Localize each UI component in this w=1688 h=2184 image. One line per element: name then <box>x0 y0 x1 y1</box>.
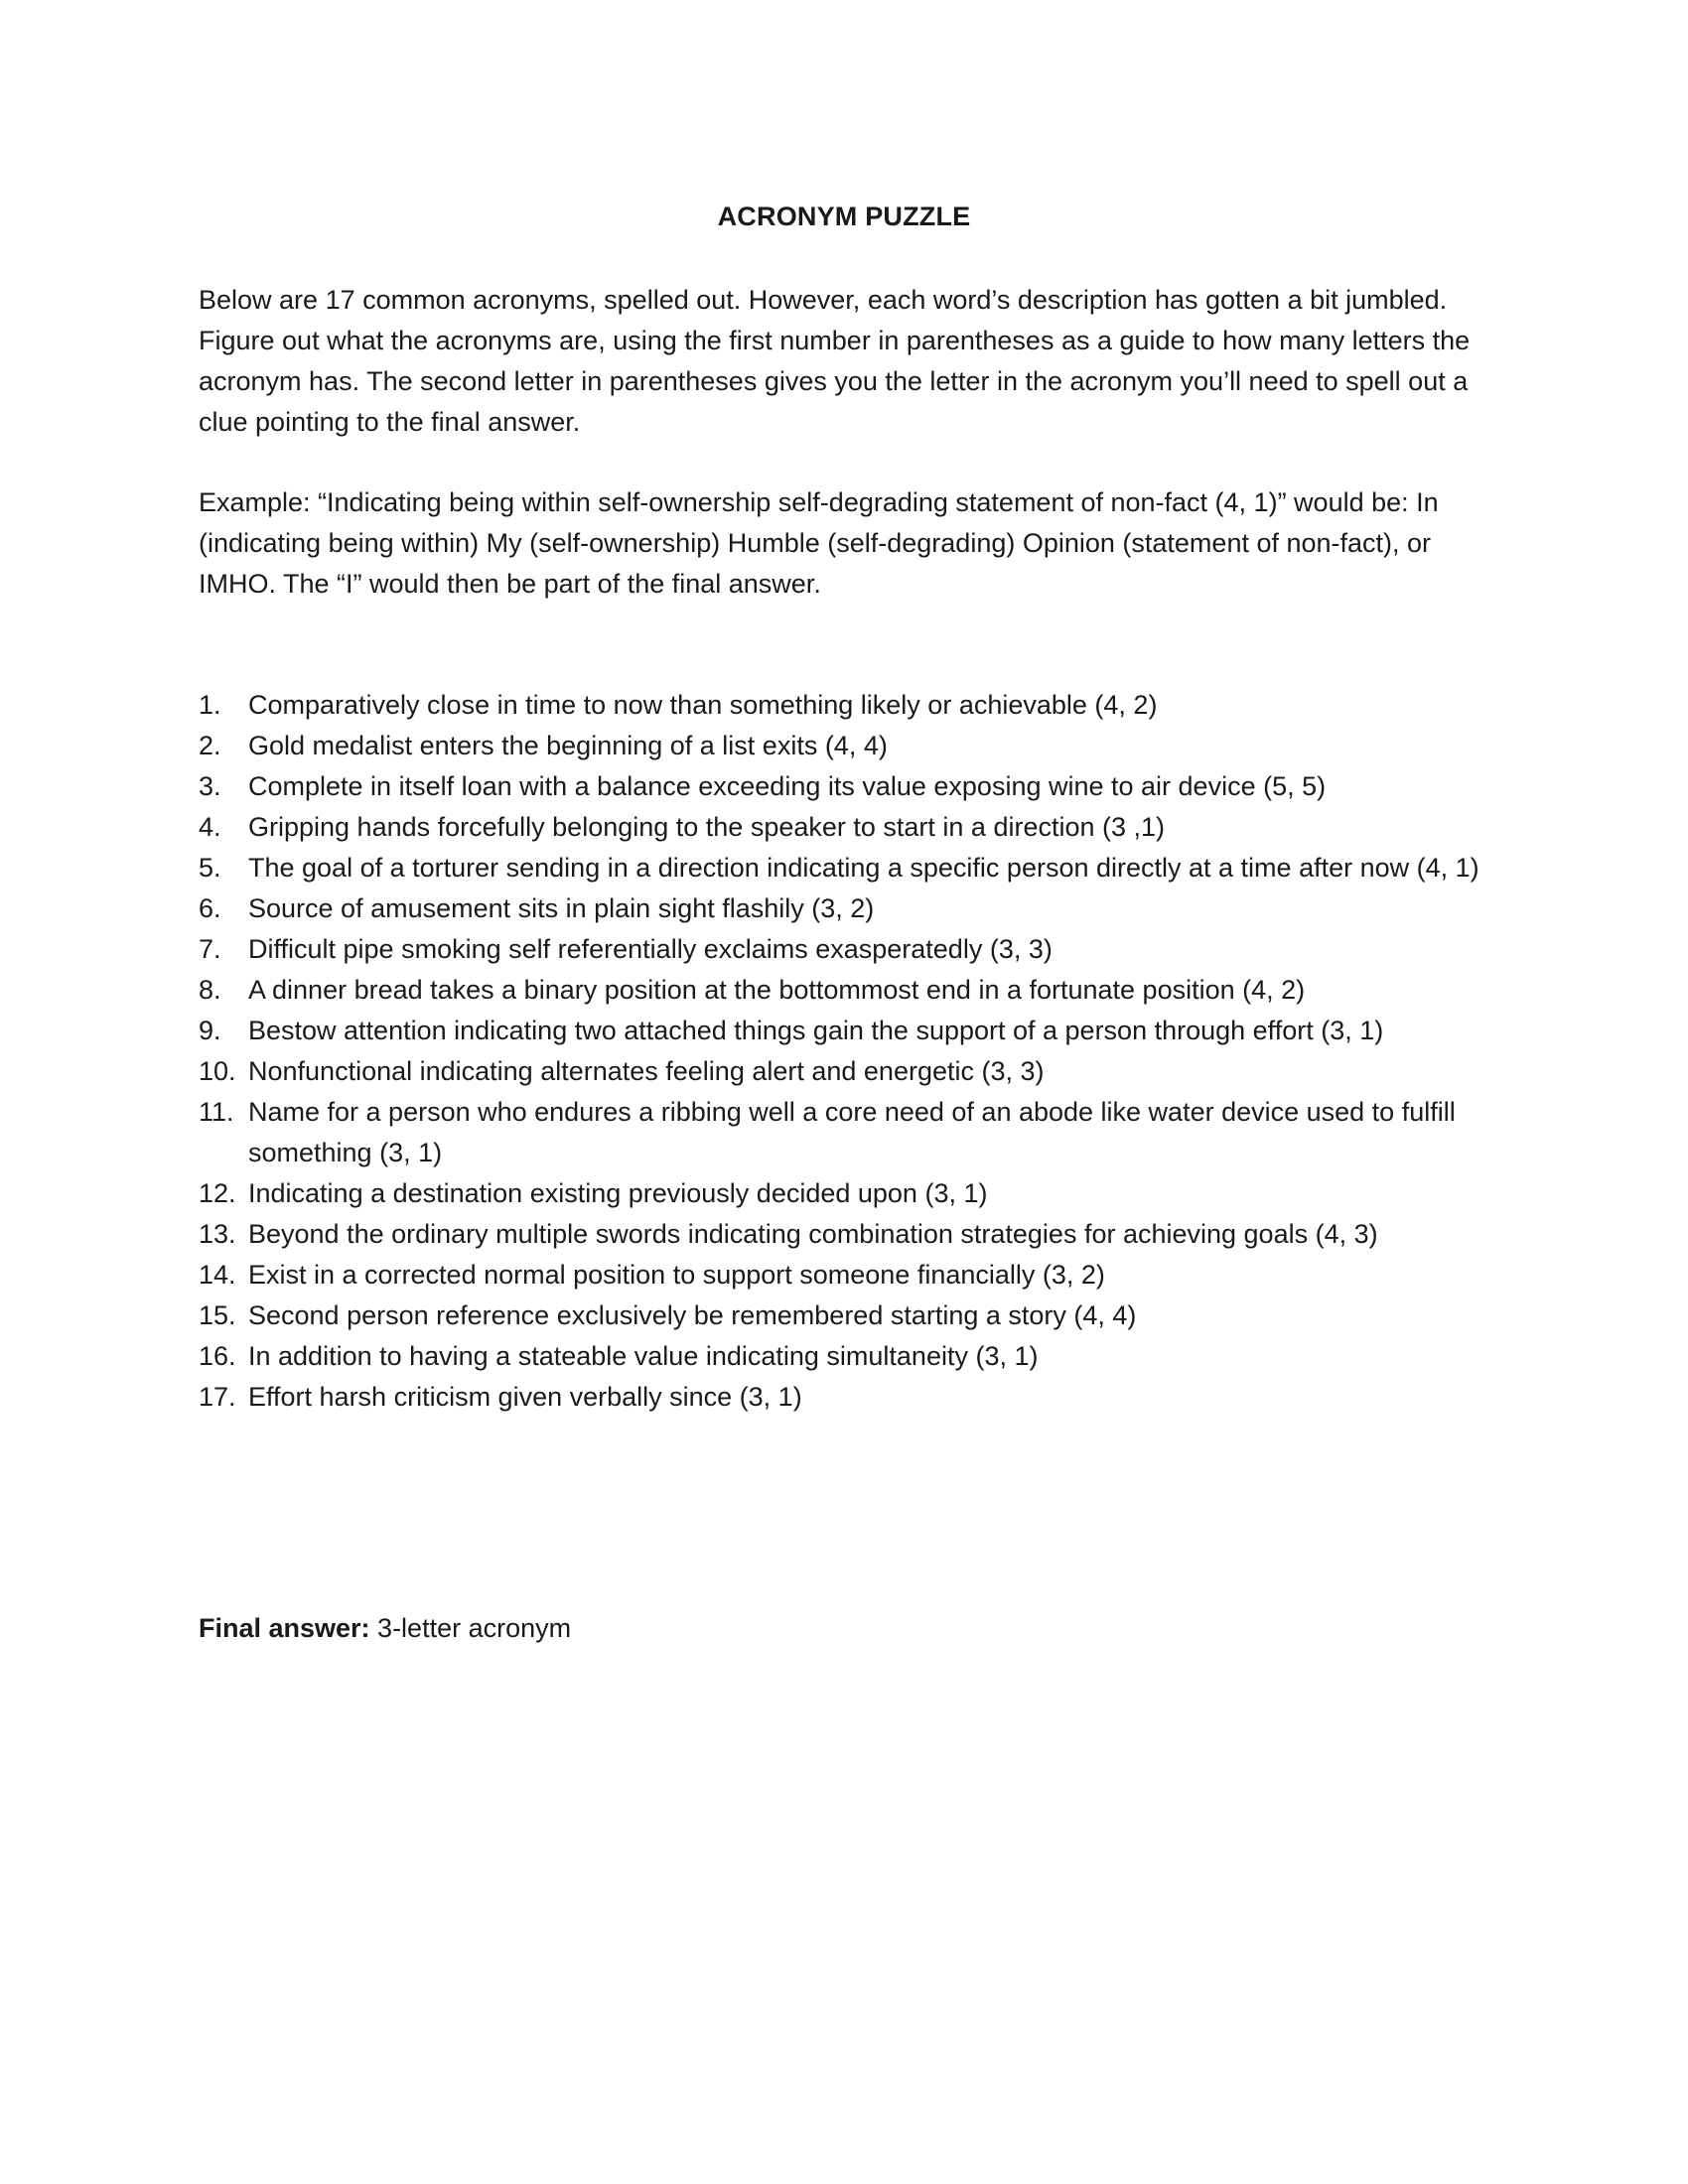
clue-text: Gripping hands forcefully belonging to the speaker to start in a direction (3 ,1) <box>248 812 1166 842</box>
clue-item <box>199 1214 1519 1255</box>
clue-number: 11. <box>199 1097 234 1127</box>
clue-text: Nonfunctional indicating alternates feeling alert and energetic (3, 3) <box>248 1056 1045 1086</box>
clue-item <box>199 726 1519 766</box>
clue-number: 14. <box>199 1260 236 1290</box>
clue-number: 16. <box>199 1341 236 1371</box>
clue-number: 2. <box>199 731 221 760</box>
clue-number: 5. <box>199 853 221 883</box>
clue-text: A dinner bread takes a binary position at the bottommost end in a fortunate position (4, 2) <box>248 975 1306 1005</box>
clue-number: 17. <box>199 1382 236 1412</box>
clue-number: 6. <box>199 893 221 923</box>
clue-number: 7. <box>199 934 221 964</box>
clue-number: 9. <box>199 1016 221 1045</box>
clue-text: Effort harsh criticism given verbally since (3, 1) <box>248 1382 802 1412</box>
clue-text: Source of amusement sits in plain sight flashily (3, 2) <box>248 893 875 923</box>
clue-number: 15. <box>199 1300 236 1330</box>
clue-text: Second person reference exclusively be remembered starting a story (4, 4) <box>248 1300 1137 1330</box>
clue-number: 3. <box>199 771 221 801</box>
example-paragraph: Example: “Indicating being within self-ownership self-degrading statement of non-fact (4, 1)” would be: In (indicating being within) My (self-ownership) Humble (self-degrading) Opinion (statement of non-fact), or IMHO. The “I” would then be part of the final answer. <box>199 487 1439 599</box>
final-answer-label: Final answer: <box>199 1613 370 1643</box>
clue-item <box>199 848 1519 888</box>
clue-number: 4. <box>199 812 221 842</box>
clue-text: In addition to having a stateable value indicating simultaneity (3, 1) <box>248 1341 1039 1371</box>
clue-number: 1. <box>199 690 221 720</box>
clue-text: Comparatively close in time to now than something likely or achievable (4, 2) <box>248 690 1158 720</box>
clue-text: Exist in a corrected normal position to support someone financially (3, 2) <box>248 1260 1105 1290</box>
clue-item <box>199 807 1519 848</box>
clue-item <box>199 888 1519 929</box>
final-answer <box>199 1608 571 1649</box>
clue-text: Bestow attention indicating two attached things gain the support of a person through effort (3, 1) <box>248 1016 1384 1045</box>
clue-text: Indicating a destination existing previously decided upon (3, 1) <box>248 1178 988 1208</box>
final-answer-value: 3-letter acronym <box>369 1613 572 1643</box>
clue-item <box>199 685 1519 726</box>
clue-item <box>199 1051 1519 1092</box>
clue-item <box>199 1173 1519 1214</box>
clue-text: Name for a person who endures a ribbing well a core need of an abode like water device used to fulfill something (3, 1) <box>248 1097 1456 1167</box>
clue-text: Difficult pipe smoking self referentially exclaims exasperatedly (3, 3) <box>248 934 1053 964</box>
clue-item <box>199 766 1519 807</box>
clue-item <box>199 1011 1519 1051</box>
clue-item <box>199 929 1519 970</box>
clue-item <box>199 1336 1519 1377</box>
clue-number: 12. <box>199 1178 236 1208</box>
clue-number: 10. <box>199 1056 236 1086</box>
clue-number: 13. <box>199 1219 236 1249</box>
clue-text: Gold medalist enters the beginning of a list exits (4, 4) <box>248 731 888 760</box>
clue-item <box>199 970 1519 1011</box>
clue-number: 8. <box>199 975 221 1005</box>
clue-item <box>199 1092 1519 1173</box>
page-title: ACRONYM PUZZLE <box>717 202 971 231</box>
clue-item <box>199 1255 1519 1296</box>
clue-item <box>199 1377 1519 1418</box>
clue-text: The goal of a torturer sending in a direction indicating a specific person directly at a time after now (4, 1) <box>248 853 1479 883</box>
clue-item <box>199 1296 1519 1336</box>
clue-text: Beyond the ordinary multiple swords indicating combination strategies for achieving goals (4, 3) <box>248 1219 1378 1249</box>
intro-paragraph: Below are 17 common acronyms, spelled out. However, each word’s description has gotten a bit jumbled. Figure out what the acronyms are, using the first number in parentheses as a guide to how many letters the acronym has. The second letter in parentheses gives you the letter in the acronym you’ll need to spell out a clue pointing to the final answer. <box>199 285 1471 437</box>
clue-text: Complete in itself loan with a balance exceeding its value exposing wine to air device (5, 5) <box>248 771 1327 801</box>
clue-list <box>199 685 1519 1418</box>
